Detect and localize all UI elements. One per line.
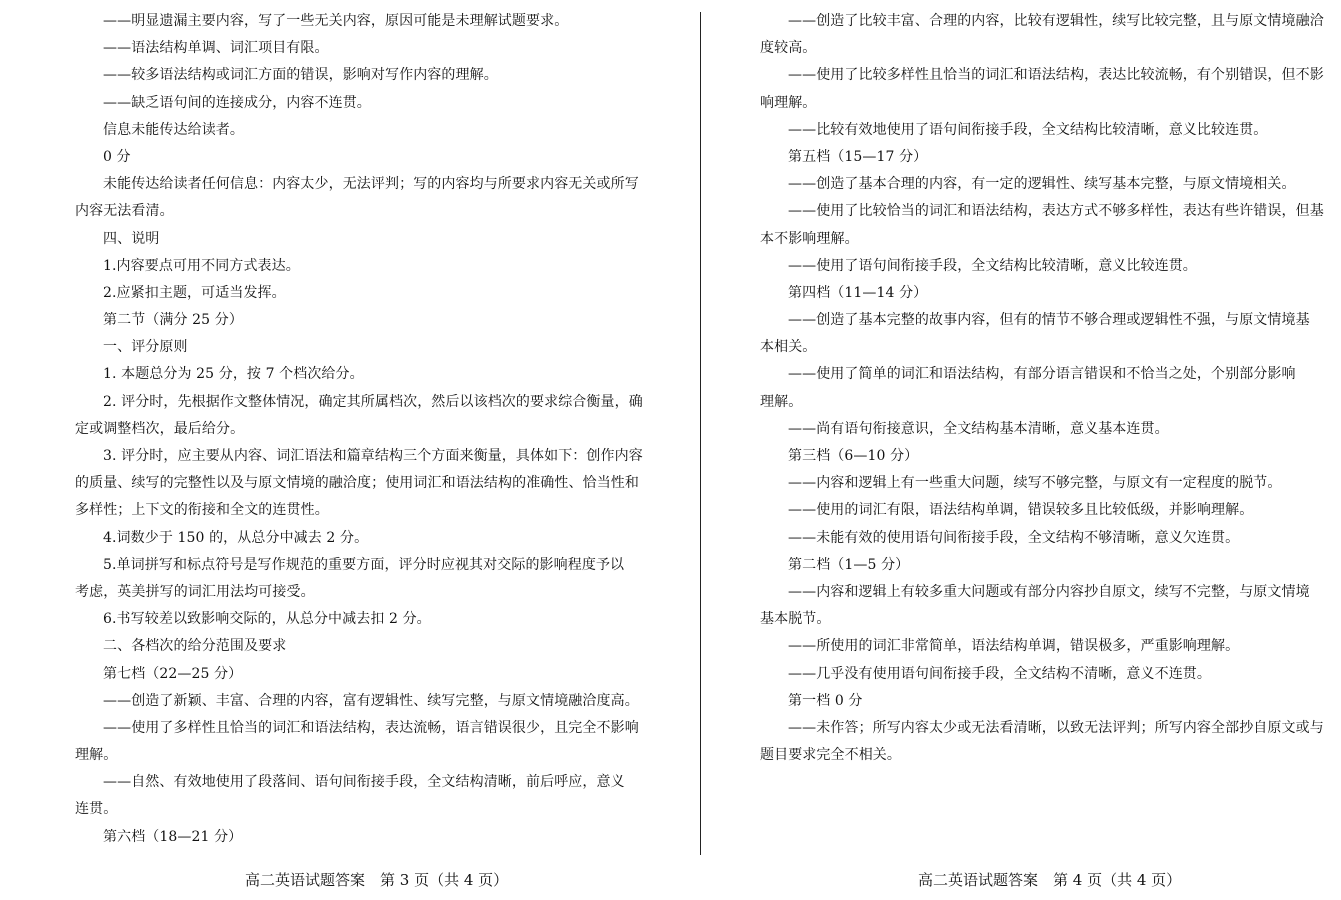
text-line: 度较高。 <box>760 40 817 57</box>
text-line: 2. 评分时，先根据作文整体情况，确定其所属档次，然后以该档次的要求综合衡量，确 <box>103 393 643 410</box>
text-line: ——明显遗漏主要内容，写了一些无关内容，原因可能是未理解试题要求。 <box>103 13 569 29</box>
text-line: ——使用了简单的词汇和语法结构，有部分语言错误和不恰当之处，个别部分影响 <box>788 366 1296 383</box>
text-line: ——创造了新颖、丰富、合理的内容，富有逻辑性、续写完整，与原文情境融洽度高。 <box>103 692 639 709</box>
left-page-body <box>75 8 645 851</box>
text-line: 第二节（满分 25 分） <box>103 312 243 329</box>
text-line: ——比较有效地使用了语句间衔接手段，全文结构比较清晰，意义比较连贯。 <box>788 121 1268 138</box>
page-footer-left: 高二英语试题答案 第 3 页（共 4 页） <box>245 871 509 889</box>
text-line: ——所使用的词汇非常简单，语法结构单调，错误极多，严重影响理解。 <box>788 638 1240 655</box>
text-line: ——使用了多样性且恰当的词汇和语法结构，表达流畅，语言错误很少，且完全不影响 <box>103 719 639 736</box>
text-line: 一、评分原则 <box>103 339 188 356</box>
text-line: 3. 评分时，应主要从内容、词汇语法和篇章结构三个方面来衡量，具体如下：创作内容 <box>103 448 643 464</box>
text-line: 题目要求完全不相关。 <box>760 747 901 764</box>
text-line: 第三档（6—10 分） <box>788 448 919 464</box>
text-line: 第五档（15—17 分） <box>788 148 928 165</box>
text-line: ——创造了基本合理的内容，有一定的逻辑性、续写基本完整，与原文情境相关。 <box>788 176 1296 193</box>
text-line: 第六档（18—21 分） <box>103 828 243 845</box>
text-line: 理解。 <box>760 393 803 410</box>
text-line: 本相关。 <box>760 339 817 356</box>
text-line: 第四档（11—14 分） <box>788 284 928 301</box>
text-line: 第一档 0 分 <box>788 692 863 709</box>
text-line: ——几乎没有使用语句间衔接手段，全文结构不清晰，意义不连贯。 <box>788 665 1211 682</box>
text-line: ——创造了基本完整的故事内容，但有的情节不够合理或逻辑性不强，与原文情境基 <box>788 312 1310 329</box>
text-line: ——未能有效的使用语句间衔接手段，全文结构不够清晰，意义欠连贯。 <box>788 529 1240 546</box>
text-line: 第二档（1—5 分） <box>788 556 910 573</box>
text-line: 未能传达给读者任何信息：内容太少，无法评判；写的内容均与所要求内容无关或所写 <box>103 176 639 193</box>
text-line: ——自然、有效地使用了段落间、语句间衔接手段，全文结构清晰，前后呼应，意义 <box>103 774 625 791</box>
text-line: 二、各档次的给分范围及要求 <box>103 638 287 655</box>
text-line: 的质量、续写的完整性以及与原文情境的融洽度；使用词汇和语法结构的准确性、恰当性和 <box>75 475 639 492</box>
text-line: ——未作答；所写内容太少或无法看清晰，以致无法评判；所写内容全部抄自原文或与 <box>788 719 1324 736</box>
text-line: ——使用了比较恰当的词汇和语法结构，表达方式不够多样性，表达有些许错误，但基 <box>788 203 1324 220</box>
page-footer-right: 高二英语试题答案 第 4 页（共 4 页） <box>918 871 1182 889</box>
text-line: 考虑，英美拼写的词汇用法均可接受。 <box>75 583 315 600</box>
text-line: ——语法结构单调、词汇项目有限。 <box>103 40 329 57</box>
text-line: 基本脱节。 <box>760 611 831 628</box>
text-line: ——使用的词汇有限，语法结构单调，错误较多且比较低级，并影响理解。 <box>788 502 1254 519</box>
text-line: 信息未能传达给读者。 <box>103 121 244 138</box>
text-line: 1. 本题总分为 25 分，按 7 个档次给分。 <box>103 366 364 383</box>
text-line: 5.单词拼写和标点符号是写作规范的重要方面，评分时应视其对交际的影响程度予以 <box>103 556 625 573</box>
text-line: 多样性；上下文的衔接和全文的连贯性。 <box>75 502 329 519</box>
text-line: 4.词数少于 150 的，从总分中减去 2 分。 <box>103 529 369 546</box>
text-line: ——创造了比较丰富、合理的内容，比较有逻辑性，续写比较完整，且与原文情境融洽 <box>788 13 1324 29</box>
text-line: 本不影响理解。 <box>760 230 859 247</box>
text-line: 定或调整档次，最后给分。 <box>75 420 245 437</box>
text-line: ——内容和逻辑上有一些重大问题，续写不够完整，与原文有一定程度的脱节。 <box>788 475 1282 492</box>
text-line: 响理解。 <box>760 94 817 111</box>
page-divider <box>700 12 701 855</box>
text-line: ——使用了比较多样性且恰当的词汇和语法结构，表达比较流畅，有个别错误，但不影 <box>788 67 1324 84</box>
text-line: 理解。 <box>75 747 118 764</box>
text-line: 1.内容要点可用不同方式表达。 <box>103 257 300 274</box>
text-line: ——尚有语句衔接意识，全文结构基本清晰，意义基本连贯。 <box>788 420 1169 437</box>
text-line: 第七档（22—25 分） <box>103 665 243 682</box>
text-line: 0 分 <box>103 148 131 165</box>
text-line: ——使用了语句间衔接手段，全文结构比较清晰，意义比较连贯。 <box>788 257 1197 274</box>
text-line: 内容无法看清。 <box>75 203 174 220</box>
text-line: ——内容和逻辑上有较多重大问题或有部分内容抄自原文，续写不完整，与原文情境 <box>788 583 1310 600</box>
text-line: 2.应紧扣主题，可适当发挥。 <box>103 284 286 301</box>
text-line: 连贯。 <box>75 801 118 818</box>
text-line: 6.书写较差以致影响交际的，从总分中减去扣 2 分。 <box>103 611 431 628</box>
text-line: 四、说明 <box>103 230 160 247</box>
right-page-body <box>760 8 1330 769</box>
text-line: ——较多语法结构或词汇方面的错误，影响对写作内容的理解。 <box>103 67 498 84</box>
text-line: ——缺乏语句间的连接成分，内容不连贯。 <box>103 94 371 111</box>
